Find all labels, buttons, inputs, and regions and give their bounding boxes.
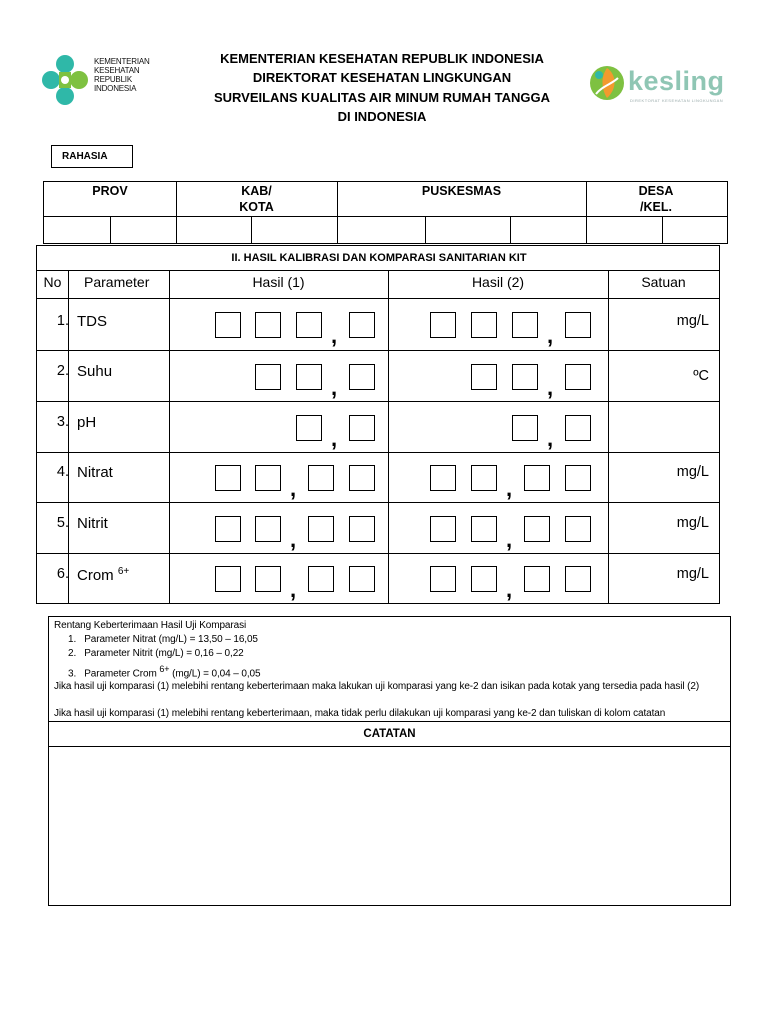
digit-box[interactable] (524, 516, 550, 542)
kota-header-line: KOTA (239, 200, 274, 214)
row-divider (37, 502, 719, 503)
digit-box[interactable] (565, 312, 591, 338)
logo-text-line: INDONESIA (94, 84, 137, 93)
digit-box[interactable] (349, 566, 375, 592)
notes-item-number: 1. (68, 634, 77, 645)
kesling-emblem-icon (588, 64, 626, 102)
row-number: 4. (56, 464, 69, 480)
kab-header-line: KAB/ (241, 184, 272, 198)
digit-box[interactable] (471, 516, 497, 542)
digit-box[interactable] (524, 566, 550, 592)
row-divider (37, 270, 719, 271)
digit-box[interactable] (215, 516, 241, 542)
decimal-comma: , (290, 527, 297, 552)
kota-code-input[interactable] (252, 217, 336, 242)
digit-box[interactable] (471, 465, 497, 491)
puskesmas-code-input[interactable] (511, 217, 585, 242)
row-number: 2. (56, 363, 69, 379)
notes-title: Rentang Keberterimaan Hasil Uji Komparasi (54, 620, 247, 631)
decimal-comma: , (290, 577, 297, 602)
row-parameter (77, 566, 129, 584)
logo-text-line: KEMENTERIAN (94, 57, 150, 66)
kab-code-input[interactable] (177, 217, 250, 242)
notes-item-superscript: 6+ (159, 664, 170, 674)
row-parameter: Nitrat (77, 464, 113, 481)
title-line: DIREKTORAT KESEHATAN LINGKUNGAN (252, 70, 512, 86)
desa-kel-header (624, 183, 688, 215)
col-hasil1-header: Hasil (1) (252, 274, 305, 290)
logo-text-line: KESEHATAN (94, 66, 140, 75)
digit-box[interactable] (255, 364, 281, 390)
decimal-comma: , (547, 323, 554, 348)
kesling-wordmark: kesling (628, 66, 725, 96)
row-divider (37, 553, 719, 554)
notes-item (68, 647, 740, 660)
digit-box[interactable] (308, 566, 334, 592)
row-divider (37, 452, 719, 453)
digit-box[interactable] (308, 516, 334, 542)
decimal-comma: , (290, 476, 297, 501)
digit-box[interactable] (565, 566, 591, 592)
decimal-comma: , (547, 426, 554, 451)
row-number: 3. (56, 414, 69, 430)
row-number: 1. (56, 313, 69, 329)
puskesmas-code-input[interactable] (426, 217, 509, 242)
title-line: SURVEILANS KUALITAS AIR MINUM RUMAH TANGGA (213, 89, 551, 105)
prov-header: PROV (92, 184, 128, 198)
digit-box[interactable] (565, 364, 591, 390)
section-title: II. HASIL KALIBRASI DAN KOMPARASI SANITARIAN KIT (231, 252, 527, 264)
title-line: DI INDONESIA (337, 108, 427, 124)
digit-box[interactable] (471, 566, 497, 592)
kel-header-line: /KEL. (640, 200, 672, 214)
kemenkes-emblem-icon (38, 52, 92, 110)
desa-header-line: DESA (638, 184, 674, 198)
digit-box[interactable] (296, 415, 322, 441)
kemenkes-logo (38, 52, 178, 110)
notes-item-text: Parameter Nitrit (mg/L) = 0,16 – 0,22 (84, 648, 244, 659)
notes-box (48, 616, 731, 906)
row-divider (37, 350, 719, 351)
location-table (43, 181, 728, 244)
puskesmas-header: PUSKESMAS (421, 184, 502, 198)
digit-box[interactable] (430, 312, 456, 338)
digit-box[interactable] (471, 312, 497, 338)
row-unit: mg/L (676, 464, 709, 480)
decimal-comma: , (506, 577, 513, 602)
logo-text-line: REPUBLIK (94, 75, 132, 84)
decimal-comma: , (547, 375, 554, 400)
notes-instruction: Jika hasil uji komparasi (1) melebihi rentang keberterimaan, maka tidak perlu dilakukan uji komparasi yang ke-2 dan tuliskan di kolom catatan (54, 708, 666, 719)
digit-box[interactable] (565, 516, 591, 542)
puskesmas-code-input[interactable] (338, 217, 424, 242)
digit-box[interactable] (512, 364, 538, 390)
digit-box[interactable] (430, 516, 456, 542)
confidential-label: RAHASIA (51, 145, 133, 168)
kemenkes-logo-text (94, 57, 150, 93)
digit-box[interactable] (471, 364, 497, 390)
row-number: 6. (56, 566, 69, 582)
row-parameter: Suhu (77, 363, 113, 380)
row-number: 5. (56, 515, 69, 531)
kesling-tagline: DIREKTORAT KESEHATAN LINGKUNGAN (630, 98, 724, 103)
notes-item-text: Parameter Nitrat (mg/L) = 13,50 – 16,05 (84, 634, 258, 645)
decimal-comma: , (331, 375, 338, 400)
col-no-header: No (43, 274, 62, 290)
prov-code-input[interactable] (45, 217, 109, 242)
digit-box[interactable] (430, 566, 456, 592)
digit-box[interactable] (215, 566, 241, 592)
digit-box[interactable] (349, 364, 375, 390)
row-divider (49, 721, 730, 722)
row-divider (37, 298, 719, 299)
notes-item (68, 633, 740, 646)
notes-instruction: Jika hasil uji komparasi (1) melebihi rentang keberterimaan maka lakukan uji komparasi yang ke-2 dan isikan pada kotak yang tersedia pada hasil (2) (54, 681, 700, 692)
row-parameter: TDS (77, 313, 107, 330)
col-divider (169, 270, 170, 603)
digit-box[interactable] (430, 465, 456, 491)
col-hasil2-header: Hasil (2) (471, 274, 525, 290)
kesling-logo (588, 64, 728, 104)
desa-code-input[interactable] (587, 217, 661, 242)
digit-box[interactable] (565, 465, 591, 491)
digit-box[interactable] (349, 312, 375, 338)
row-parameter-superscript: 6+ (117, 566, 130, 577)
notes-item-text: Parameter Crom (84, 668, 157, 680)
row-divider (37, 401, 719, 402)
digit-box[interactable] (215, 312, 241, 338)
title-line: KEMENTERIAN KESEHATAN REPUBLIK INDONESIA (220, 51, 544, 66)
digit-box[interactable] (255, 566, 281, 592)
digit-box[interactable] (524, 465, 550, 491)
prov-code-input[interactable] (111, 217, 175, 242)
digit-box[interactable] (565, 415, 591, 441)
digit-box[interactable] (512, 415, 538, 441)
digit-box[interactable] (255, 312, 281, 338)
row-unit: mg/L (676, 566, 709, 582)
row-parameter: Nitrit (77, 515, 108, 532)
document-title (180, 49, 584, 126)
col-parameter-header: Parameter (84, 274, 150, 290)
col-satuan-header: Satuan (641, 274, 686, 290)
row-unit: ºC (693, 368, 709, 384)
row-parameter-name: Crom (77, 567, 114, 584)
digit-box[interactable] (296, 312, 322, 338)
digit-box[interactable] (296, 364, 322, 390)
notes-item-number: 3. (68, 668, 77, 680)
catatan-input[interactable] (49, 747, 730, 905)
notes-item-text: (mg/L) = 0,04 – 0,05 (172, 668, 261, 680)
digit-box[interactable] (255, 465, 281, 491)
decimal-comma: , (506, 476, 513, 501)
decimal-comma: , (506, 527, 513, 552)
row-unit: mg/L (676, 515, 709, 531)
row-unit: mg/L (676, 313, 709, 329)
digit-box[interactable] (349, 415, 375, 441)
digit-box[interactable] (215, 465, 241, 491)
digit-box[interactable] (512, 312, 538, 338)
catatan-label: CATATAN (363, 728, 416, 740)
decimal-comma: , (331, 426, 338, 451)
digit-box[interactable] (255, 516, 281, 542)
kel-code-input[interactable] (663, 217, 726, 242)
notes-item-number: 2. (68, 648, 77, 659)
results-table (36, 245, 720, 604)
col-divider (608, 270, 609, 603)
row-parameter: pH (77, 414, 97, 431)
notes-item (68, 663, 740, 680)
digit-box[interactable] (349, 465, 375, 491)
decimal-comma: , (331, 323, 338, 348)
digit-box[interactable] (349, 516, 375, 542)
col-divider (388, 270, 389, 603)
digit-box[interactable] (308, 465, 334, 491)
kab-kota-header (176, 183, 337, 215)
